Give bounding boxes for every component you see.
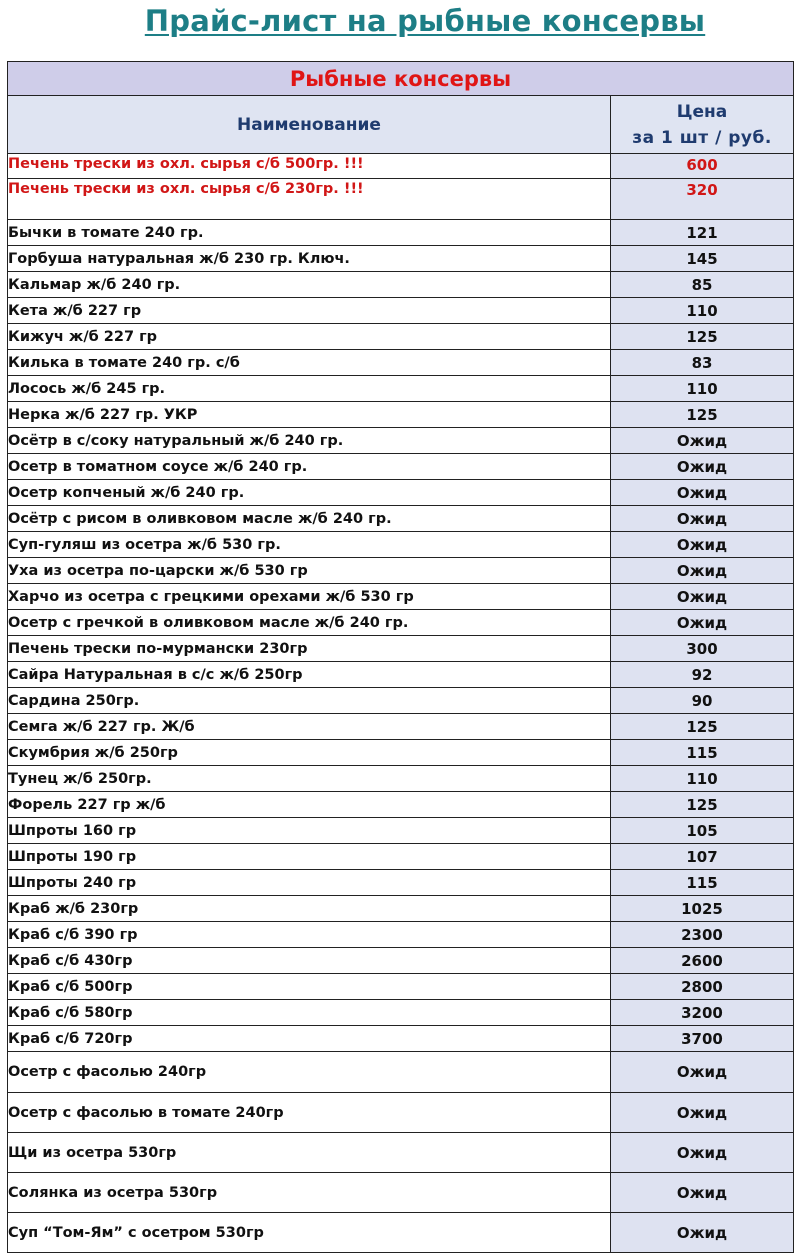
item-name: Кета ж/б 227 гр <box>8 298 611 324</box>
item-name: Осётр в с/соку натуральный ж/б 240 гр. <box>8 428 611 454</box>
item-price: 2600 <box>611 948 794 974</box>
table-row <box>8 1213 794 1253</box>
item-name: Суп-гуляш из осетра ж/б 530 гр. <box>8 532 611 558</box>
item-name: Осетр с гречкой в оливковом масле ж/б 240 гр. <box>8 610 611 636</box>
table-row <box>8 154 794 179</box>
header-row <box>8 96 794 154</box>
item-name: Лосось ж/б 245 гр. <box>8 376 611 402</box>
item-name: Тунец ж/б 250гр. <box>8 766 611 792</box>
item-name: Килька в томате 240 гр. с/б <box>8 350 611 376</box>
table-row <box>8 948 794 974</box>
item-name: Харчо из осетра с грецкими орехами ж/б 530 гр <box>8 584 611 610</box>
table-row <box>8 506 794 532</box>
table-row <box>8 636 794 662</box>
item-name: Щи из осетра 530гр <box>8 1133 611 1173</box>
item-price: 110 <box>611 298 794 324</box>
item-price: 105 <box>611 818 794 844</box>
item-price: 125 <box>611 792 794 818</box>
table-row <box>8 246 794 272</box>
header-price-line1: Цена <box>676 101 728 122</box>
item-name: Краб с/б 500гр <box>8 974 611 1000</box>
item-price: Ожид <box>611 480 794 506</box>
table-row <box>8 870 794 896</box>
item-name: Печень трески из охл. сырья с/б 230гр. !!! <box>8 179 611 220</box>
item-name: Форель 227 гр ж/б <box>8 792 611 818</box>
header-price-line2: за 1 шт / руб. <box>632 127 772 148</box>
item-name: Нерка ж/б 227 гр. УКР <box>8 402 611 428</box>
item-name: Сардина 250гр. <box>8 688 611 714</box>
table-row <box>8 610 794 636</box>
table-row <box>8 532 794 558</box>
item-price: 121 <box>611 220 794 246</box>
item-name: Семга ж/б 227 гр. Ж/б <box>8 714 611 740</box>
table-row <box>8 402 794 428</box>
item-price: Ожид <box>611 1093 794 1133</box>
item-price: Ожид <box>611 1133 794 1173</box>
item-price: 115 <box>611 870 794 896</box>
item-price: 145 <box>611 246 794 272</box>
item-name: Кижуч ж/б 227 гр <box>8 324 611 350</box>
item-name: Шпроты 190 гр <box>8 844 611 870</box>
item-name: Скумбрия ж/б 250гр <box>8 740 611 766</box>
item-name: Сайра Натуральная в с/с ж/б 250гр <box>8 662 611 688</box>
item-price: 600 <box>611 154 794 179</box>
table-row <box>8 922 794 948</box>
table-row <box>8 1000 794 1026</box>
table-row <box>8 428 794 454</box>
table-row <box>8 662 794 688</box>
item-name: Печень трески по-мурмански 230гр <box>8 636 611 662</box>
table-row <box>8 1173 794 1213</box>
table-row <box>8 179 794 220</box>
item-name: Солянка из осетра 530гр <box>8 1173 611 1213</box>
table-row <box>8 844 794 870</box>
table-row <box>8 1133 794 1173</box>
table-row <box>8 896 794 922</box>
item-price: 115 <box>611 740 794 766</box>
table-row <box>8 1052 794 1093</box>
item-name: Осетр с фасолью 240гр <box>8 1052 611 1093</box>
table-row <box>8 740 794 766</box>
item-price: Ожид <box>611 428 794 454</box>
table-row <box>8 714 794 740</box>
item-price: 2800 <box>611 974 794 1000</box>
item-price: 90 <box>611 688 794 714</box>
item-price: 320 <box>611 179 794 220</box>
table-row <box>8 766 794 792</box>
item-name: Осетр в томатном соусе ж/б 240 гр. <box>8 454 611 480</box>
item-price: Ожид <box>611 532 794 558</box>
item-name: Суп “Том-Ям” с осетром 530гр <box>8 1213 611 1253</box>
item-name: Шпроты 240 гр <box>8 870 611 896</box>
item-price: 3700 <box>611 1026 794 1052</box>
table-row <box>8 324 794 350</box>
item-name: Бычки в томате 240 гр. <box>8 220 611 246</box>
table-row <box>8 350 794 376</box>
item-price: 107 <box>611 844 794 870</box>
item-price: 125 <box>611 402 794 428</box>
item-name: Осетр с фасолью в томате 240гр <box>8 1093 611 1133</box>
item-price: 85 <box>611 272 794 298</box>
table-row <box>8 584 794 610</box>
item-name: Краб с/б 430гр <box>8 948 611 974</box>
item-name: Краб с/б 720гр <box>8 1026 611 1052</box>
item-price: 110 <box>611 376 794 402</box>
table-row <box>8 480 794 506</box>
table-row <box>8 1093 794 1133</box>
table-row <box>8 272 794 298</box>
price-rows <box>8 154 794 1253</box>
item-name: Осётр с рисом в оливковом масле ж/б 240 гр. <box>8 506 611 532</box>
item-price: 92 <box>611 662 794 688</box>
item-price: Ожид <box>611 1052 794 1093</box>
table-row <box>8 558 794 584</box>
table-row <box>8 376 794 402</box>
table-row <box>8 298 794 324</box>
item-name: Краб ж/б 230гр <box>8 896 611 922</box>
item-price: 1025 <box>611 896 794 922</box>
table-row <box>8 220 794 246</box>
table-row <box>8 792 794 818</box>
item-price: 83 <box>611 350 794 376</box>
table-row <box>8 454 794 480</box>
item-price: 110 <box>611 766 794 792</box>
item-price: Ожид <box>611 454 794 480</box>
item-name: Осетр копченый ж/б 240 гр. <box>8 480 611 506</box>
header-name: Наименование <box>8 96 611 154</box>
item-price: Ожид <box>611 610 794 636</box>
table-row <box>8 688 794 714</box>
section-row <box>8 62 794 96</box>
item-price: 125 <box>611 324 794 350</box>
item-name: Кальмар ж/б 240 гр. <box>8 272 611 298</box>
table-row <box>8 1026 794 1052</box>
item-name: Уха из осетра по-царски ж/б 530 гр <box>8 558 611 584</box>
table-row <box>8 974 794 1000</box>
item-price: Ожид <box>611 506 794 532</box>
item-price: 3200 <box>611 1000 794 1026</box>
item-price: 300 <box>611 636 794 662</box>
section-title: Рыбные консервы <box>8 62 794 96</box>
header-price <box>611 96 794 154</box>
item-price: Ожид <box>611 1173 794 1213</box>
item-price: Ожид <box>611 558 794 584</box>
item-price: Ожид <box>611 1213 794 1253</box>
item-name: Краб с/б 580гр <box>8 1000 611 1026</box>
table-row <box>8 818 794 844</box>
price-table <box>7 61 794 1253</box>
item-price: 2300 <box>611 922 794 948</box>
item-name: Горбуша натуральная ж/б 230 гр. Ключ. <box>8 246 611 272</box>
item-name: Шпроты 160 гр <box>8 818 611 844</box>
page-title: Прайс-лист на рыбные консервы <box>144 4 706 38</box>
item-name: Краб с/б 390 гр <box>8 922 611 948</box>
item-name: Печень трески из охл. сырья с/б 500гр. !!! <box>8 154 611 179</box>
item-price: 125 <box>611 714 794 740</box>
item-price: Ожид <box>611 584 794 610</box>
